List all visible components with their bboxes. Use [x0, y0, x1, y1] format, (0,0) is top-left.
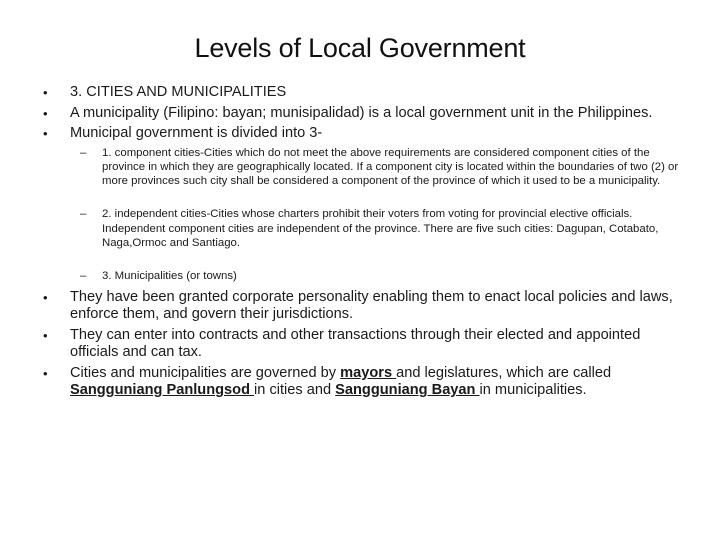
sub-bullet-item — [40, 146, 680, 189]
sangguniang-bayan-link[interactable]: Sangguniang Bayan — [335, 382, 480, 399]
bullet-icon: • — [43, 327, 48, 343]
dash-icon: – — [80, 208, 87, 221]
bullet-item — [40, 105, 680, 123]
slide-title: Levels of Local Government — [194, 33, 526, 63]
bullet-icon: • — [43, 85, 48, 100]
bullet-item — [40, 289, 680, 324]
bullet-text: A municipality (Filipino: bayan; munisipalidad) is a local government unit in the Philippines. — [70, 104, 653, 121]
bullet-icon: • — [43, 365, 48, 381]
sangguniang-panlungsod-link[interactable]: Sangguniang Panlungsod — [70, 382, 255, 399]
text-segment: Cities and municipalities are governed by — [70, 364, 341, 381]
dash-icon: – — [80, 270, 87, 283]
sub-bullet-text: 3. Municipalities (or towns) — [102, 270, 237, 283]
sub-bullet-text: 2. independent cities-Cities whose charters prohibit their voters from voting for provincial elective officials. Independent component cities are independent of the province. There are five such cities: Dagupan, Cotabato, Naga,Ormoc and Santiago. — [102, 208, 659, 249]
bullet-icon: • — [43, 105, 48, 121]
bullet-icon: • — [43, 126, 48, 141]
bullet-item — [40, 125, 680, 143]
bullet-item — [40, 365, 680, 400]
bullet-text: Municipal government is divided into 3- — [70, 125, 323, 141]
bullet-text: They can enter into contracts and other transactions through their elected and appointed officials and can tax. — [70, 326, 641, 361]
bullet-text: They have been granted corporate personality enabling them to enact local policies and laws, enforce them, and govern their jurisdictions. — [70, 288, 673, 323]
bullet-item — [40, 84, 680, 102]
bullet-icon: • — [43, 289, 48, 305]
slide-content — [40, 84, 680, 403]
text-segment: in municipalities. — [479, 382, 587, 399]
bullet-text: 3. CITIES AND MUNICIPALITIES — [70, 84, 287, 100]
text-segment: and legislatures, which are called — [396, 364, 612, 381]
bullet-text — [70, 365, 611, 399]
sub-bullet-text: 1. component cities-Cities which do not meet the above requirements are considered component cities of the province in which they are geographically located. If a component city is located within the boundaries of two (2) or more provinces such city shall be considered a component of the province of which it used to be a municipality. — [102, 146, 679, 188]
sub-bullet-item — [40, 207, 680, 250]
bullet-item — [40, 327, 680, 362]
sub-bullet-item — [40, 269, 680, 283]
mayors-link[interactable]: mayors — [340, 364, 397, 381]
text-segment: in cities and — [254, 382, 336, 399]
dash-icon: – — [80, 146, 87, 159]
